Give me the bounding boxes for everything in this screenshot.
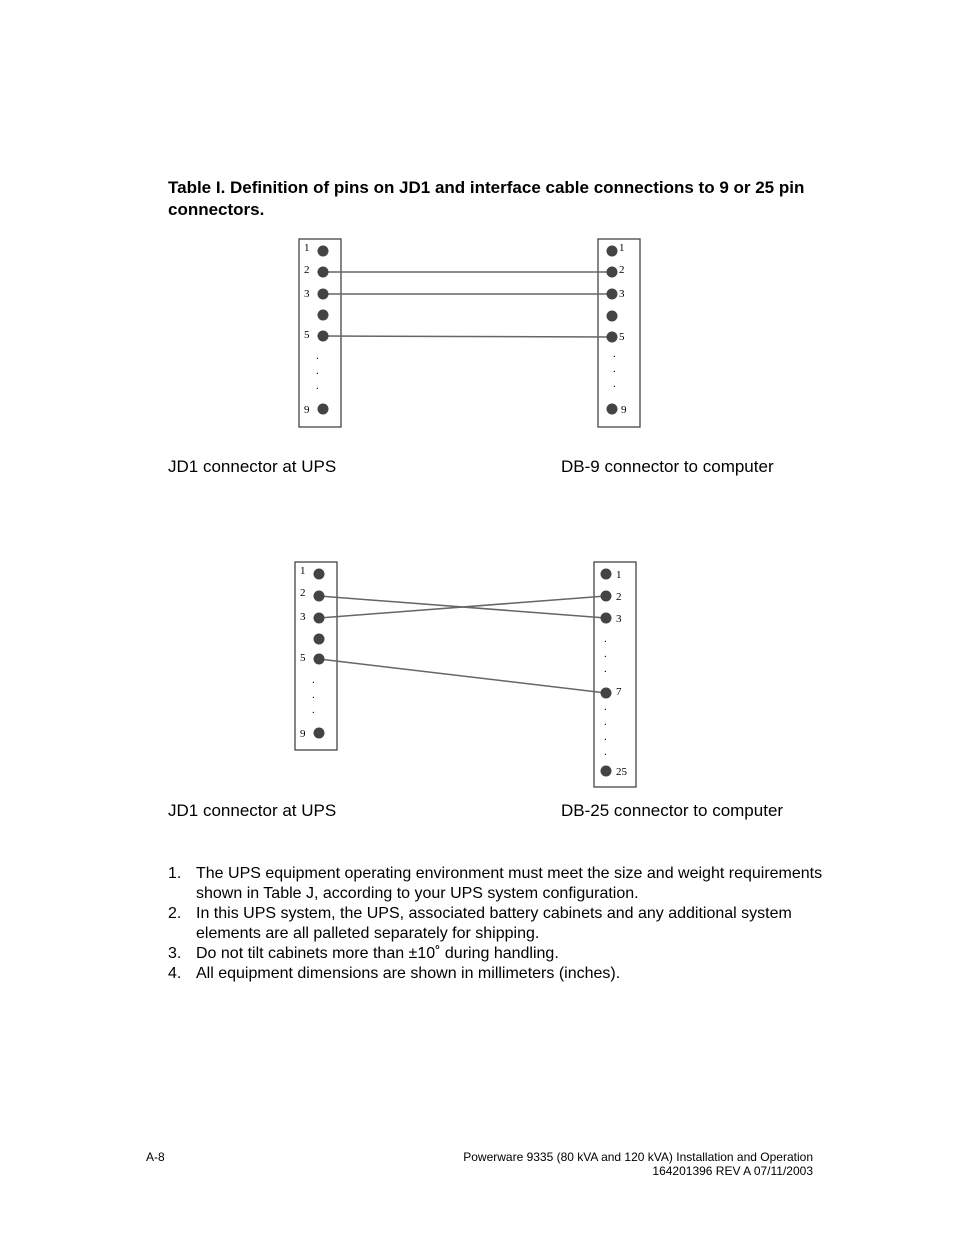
pin-dot: [601, 569, 612, 580]
ellipsis-dot: .: [613, 348, 616, 360]
ellipsis-dot: .: [316, 350, 319, 362]
pin-dot: [318, 404, 329, 415]
ellipsis-dot: .: [604, 716, 607, 728]
pin-dot: [318, 267, 329, 278]
list-number: 3.: [168, 945, 182, 962]
jd1-caption: JD1 connector at UPS: [168, 801, 337, 820]
list-text: Do not tilt cabinets more than ±10˚ during handling.: [196, 945, 559, 962]
pin-dot: [314, 728, 325, 739]
pin-dot: [601, 613, 612, 624]
pin-dot: [607, 332, 618, 343]
pin-dot: [607, 246, 618, 257]
list-number: 1.: [168, 865, 182, 882]
list-item: [168, 864, 858, 904]
ellipsis-dot: .: [604, 648, 607, 660]
pin-dot: [601, 688, 612, 699]
pin-label: 5: [300, 652, 306, 664]
pin-label: 3: [619, 288, 625, 300]
pin-label: 2: [304, 264, 310, 276]
pin-label: 9: [304, 404, 310, 416]
pin-label: 3: [304, 288, 310, 300]
db9-caption: DB-9 connector to computer: [561, 457, 774, 476]
pin-dot: [318, 246, 329, 257]
ellipsis-dot: .: [604, 701, 607, 713]
footer-doc-title: Powerware 9335 (80 kVA and 120 kVA) Installation and Operation: [463, 1150, 813, 1164]
pin-label: 1: [616, 569, 622, 581]
pin-label: 1: [304, 242, 310, 254]
pin-label: 7: [616, 686, 622, 698]
page-number: A-8: [146, 1150, 165, 1164]
jd1-caption: JD1 connector at UPS: [168, 457, 337, 476]
list-item: [168, 944, 858, 964]
pin-label: 1: [619, 242, 625, 254]
pin-dot: [607, 311, 618, 322]
wire-5-5: [323, 336, 612, 337]
pin-dot: [314, 634, 325, 645]
pin-dot: [601, 766, 612, 777]
ellipsis-dot: .: [604, 746, 607, 758]
ellipsis-dot: .: [316, 380, 319, 392]
ellipsis-dot: .: [312, 689, 315, 701]
pin-label: 3: [300, 611, 306, 623]
list-text: In this UPS system, the UPS, associated battery cabinets and any additional system elements are all palleted separately for shipping.: [196, 905, 792, 942]
pin-label: 2: [619, 264, 625, 276]
pin-dot: [314, 613, 325, 624]
pin-dot: [607, 404, 618, 415]
ellipsis-dot: .: [604, 731, 607, 743]
list-item: [168, 904, 858, 944]
pin-label: 25: [616, 766, 627, 778]
footer-doc-info: [440, 1150, 813, 1178]
list-number: 4.: [168, 965, 182, 982]
pin-dot: [318, 289, 329, 300]
pin-dot: [607, 289, 618, 300]
pin-label: 9: [300, 728, 306, 740]
pin-dot: [318, 310, 329, 321]
pin-label: 9: [621, 404, 627, 416]
pin-label: 3: [616, 613, 622, 625]
table-title: Table I. Definition of pins on JD1 and interface cable connections to 9 or 25 pin connectors.: [168, 178, 805, 219]
pin-label: 2: [616, 591, 622, 603]
pin-dot: [314, 654, 325, 665]
list-text: All equipment dimensions are shown in millimeters (inches).: [196, 965, 621, 982]
ellipsis-dot: .: [316, 365, 319, 377]
pin-label: 5: [304, 329, 310, 341]
footer-doc-rev: 164201396 REV A 07/11/2003: [652, 1164, 813, 1178]
db25-caption: DB-25 connector to computer: [561, 801, 784, 820]
pin-label: 2: [300, 587, 306, 599]
ellipsis-dot: .: [604, 663, 607, 675]
pin-label: 5: [619, 331, 625, 343]
pin-dot: [318, 331, 329, 342]
pin-dot: [314, 591, 325, 602]
pin-label: 1: [300, 565, 306, 577]
list-text: The UPS equipment operating environment must meet the size and weight requirements shown in Table J, according to your UPS system configuration.: [196, 865, 823, 902]
ellipsis-dot: .: [604, 633, 607, 645]
ellipsis-dot: .: [312, 704, 315, 716]
pin-dot: [314, 569, 325, 580]
list-item: [168, 964, 858, 984]
pin-dot: [601, 591, 612, 602]
ellipsis-dot: .: [613, 378, 616, 390]
pin-dot: [607, 267, 618, 278]
notes-list: [168, 864, 858, 984]
wire-5-7: [319, 659, 606, 693]
list-number: 2.: [168, 905, 182, 922]
ellipsis-dot: .: [312, 674, 315, 686]
ellipsis-dot: .: [613, 363, 616, 375]
